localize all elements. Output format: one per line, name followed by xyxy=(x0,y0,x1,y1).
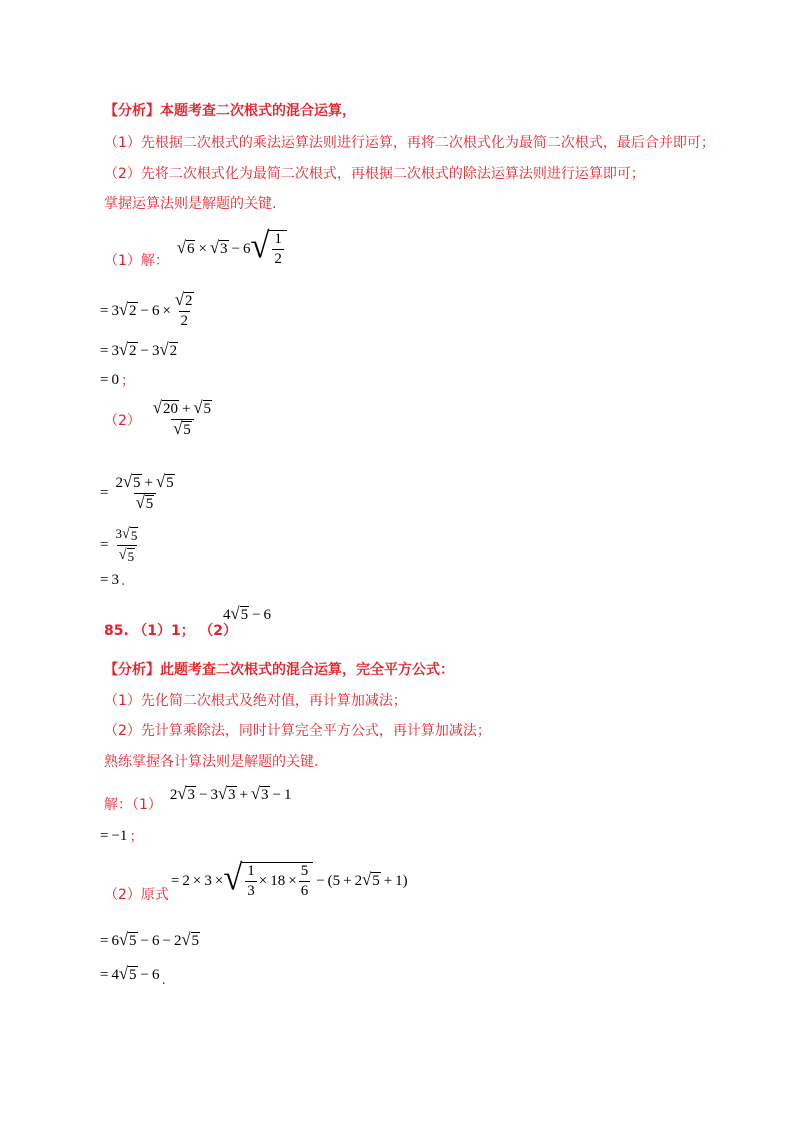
problem-number: 85. xyxy=(104,623,129,639)
answer-2-label: （2） xyxy=(199,623,237,639)
analysis-85: 【分析】此题考查二次根式的混合运算，完全平方公式： xyxy=(104,662,454,678)
answer-1: （1）1； xyxy=(133,623,195,639)
solution85-2-expr: （2）原式 = 2 × 3 × √ $\frac{1}{3}$ × 18 × $\frac{5}{6}$ − (5 + 2 √ 5 + 1) xyxy=(104,857,408,903)
solution2-label: （2） xyxy=(104,412,141,429)
solution1-label: （1）解： xyxy=(104,253,169,269)
solution2-step2: = 3 √ 5 √ 5 xyxy=(100,525,138,564)
solution2-expr: （2） √ 20 + √ 5 √ 5 xyxy=(104,397,212,439)
solution1-step1: = 3 √ 2 − 6 × √ 2 2 xyxy=(100,289,193,329)
solution85-1-result: = −1 ； xyxy=(100,827,144,845)
step1-desc-84: （1）先根据二次根式的乘法运算法则进行运算，再将二次根式化为最简二次根式，最后合并即可； xyxy=(104,135,715,151)
solution85-label: 解：（1） xyxy=(104,797,162,813)
solution85-2-label: （2）原式 xyxy=(104,887,169,903)
answer-85 xyxy=(104,620,237,640)
solution85-2-result: = 4 √ 5 − 6 . xyxy=(100,963,166,988)
solution1-result: = 0 ； xyxy=(100,371,135,389)
step1-desc-85: （1）先化简二次根式及绝对值，再计算加减法； xyxy=(104,693,407,709)
solution2-step1: = 2 √ 5 + √ 5 √ 5 xyxy=(100,471,174,513)
step2-desc-85: （2）先计算乘除法，同时计算完全平方公式，再计算加减法； xyxy=(104,723,491,739)
solution85-1-expr: 解：（1） 2 √ 3 − 3 √ 3 + √ 3 − 1 xyxy=(104,783,292,813)
solution1-expr: （1）解： √ 6 × √ 3 − 6 √ $\frac{1}{2}$ xyxy=(104,228,287,270)
key-85: 熟练掌握各计算法则是解题的关键. xyxy=(104,754,319,770)
solution2-result: = 3 . xyxy=(100,572,126,589)
solution1-step2: = 3 √ 2 − 3 √ 2 xyxy=(100,339,178,360)
analysis-84: 【分析】本题考查二次根式的混合运算， xyxy=(104,103,356,119)
step2-desc-84: （2）先将二次根式化为最简二次根式，再根据二次根式的除法运算法则进行运算即可； xyxy=(104,166,645,182)
answer-2-expr: 4 √ 5 − 6 xyxy=(223,603,272,624)
solution85-2-step1: = 6 √ 5 − 6 − 2 √ 5 xyxy=(100,929,200,950)
key-84: 掌握运算法则是解题的关键. xyxy=(104,196,277,212)
